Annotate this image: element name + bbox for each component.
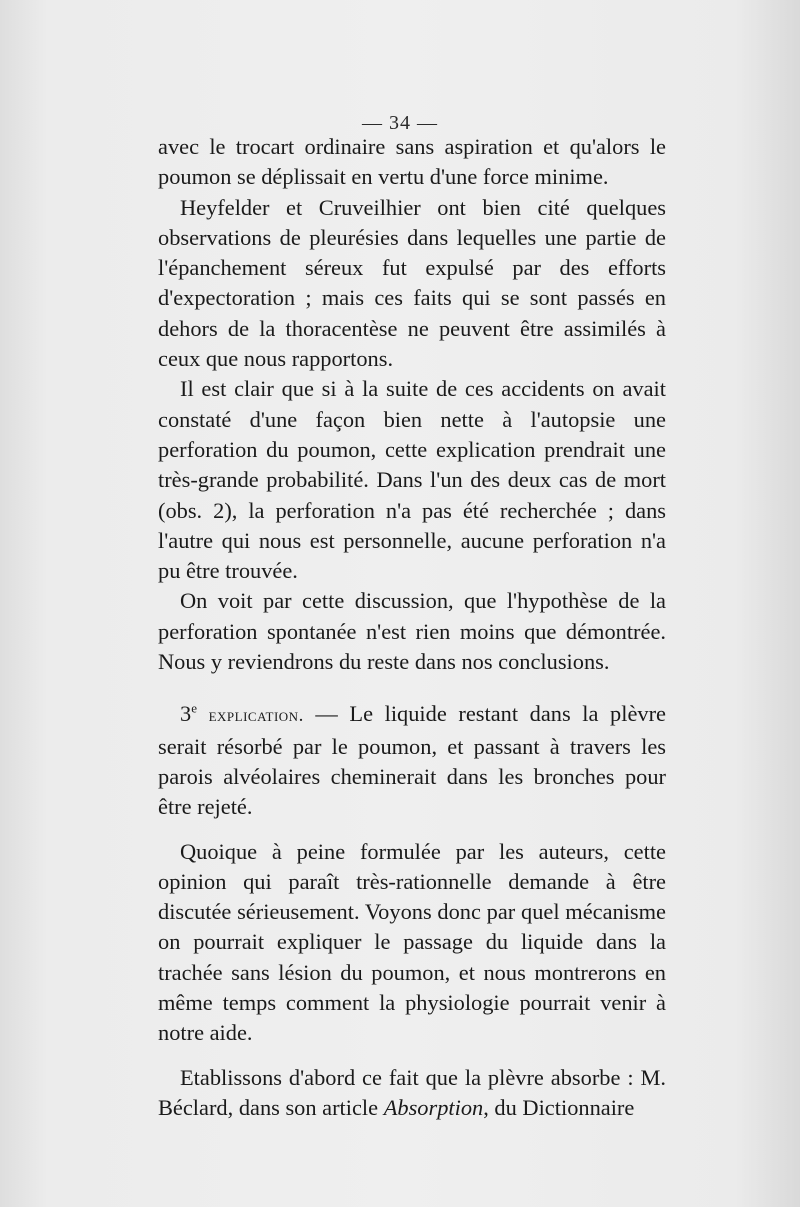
absorption-title: Absorption — [383, 1094, 484, 1120]
paragraph-2: Heyfelder et Cruveilhier ont bien cité quelques observations de pleurésies dans lequelles une partie de l'épanchement séreux fut expulsé par des efforts d'expectoration ; mais ces faits qui se sont passés en dehors de la thoracentèse ne peuvent être assimilés à ceux que nous rapportons. — [158, 194, 666, 372]
paragraph-5-explication — [158, 699, 666, 822]
paragraph-6: Quoique à peine formulée par les auteurs, cette opinion qui paraît très-rationnelle demande à être discutée sérieusement. Voyons donc par quel mécanisme on pourrait expliquer le passage du liquide dans la trachée sans lésion du poumon, et nous montrerons en même temps comment la physiologie pourrait venir à notre aide. — [158, 838, 666, 1046]
paragraph-7 — [158, 1063, 666, 1124]
explication-number: 3 — [180, 701, 192, 727]
paragraph-7-text: Etablissons d'abord ce fait que la plèvre absorbe : M. Béclard, dans son article — [158, 1064, 666, 1120]
explication-ordinal: e — [191, 700, 197, 716]
paragraph-3: Il est clair que si à la suite de ces accidents on avait constaté d'une façon bien nette à l'autopsie une perforation du poumon, cette explication prendrait une très-grande probabilité. Dans l'un des deux cas de mort (obs. 2), la perforation n'a pas été recherchée ; dans l'autre qui nous est personnelle, aucune perforation n'a pu être trouvée. — [158, 376, 666, 584]
page-number: — 34 — — [362, 112, 438, 134]
explication-heading: explication. — [208, 705, 304, 727]
body-text — [158, 132, 666, 1123]
paragraph-7-tail: , du Dictionnaire — [483, 1094, 635, 1120]
explication-text: — Le liquide restant dans la plèvre serait résorbé par le poumon, et passant à travers les parois alvéolaires cheminerait dans les bronches pour être rejeté. — [158, 701, 666, 820]
paragraph-4: On voit par cette discussion, que l'hypothèse de la perforation spontanée n'est rien moins que démontrée. Nous y reviendrons du reste dans nos conclusions. — [158, 588, 666, 675]
paragraph-1: avec le trocart ordinaire sans aspiration et qu'alors le poumon se déplissait en vertu d'une force minime. — [158, 134, 666, 190]
